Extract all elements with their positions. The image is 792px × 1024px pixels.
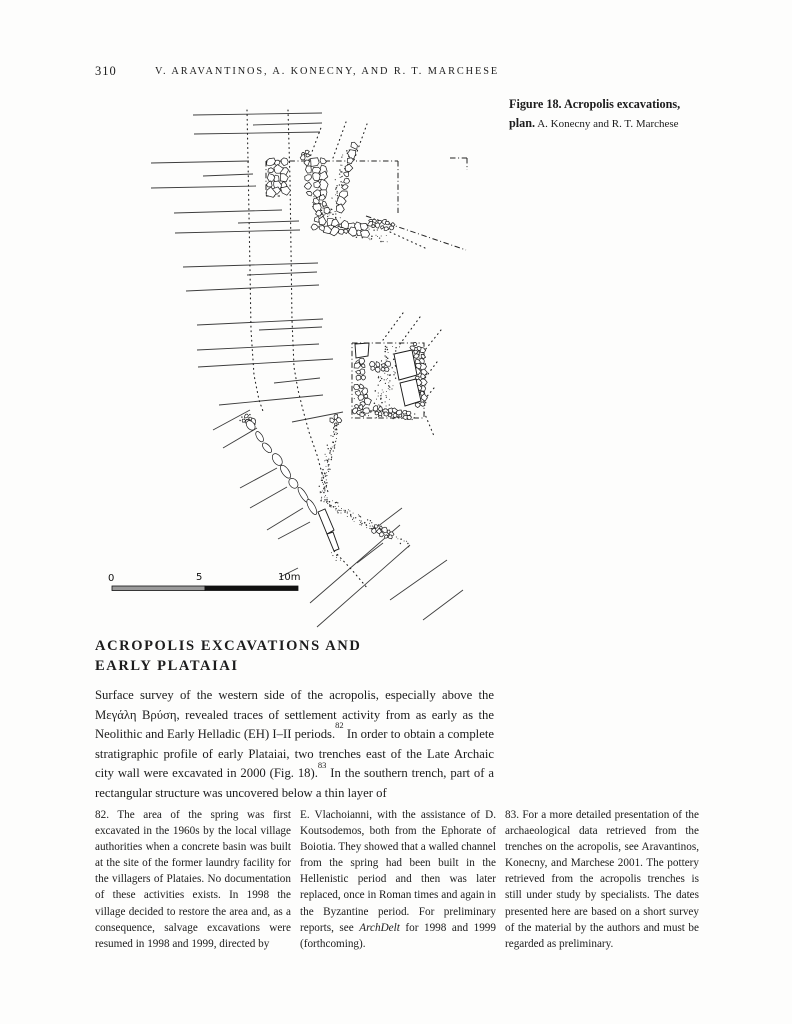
footnote-column-3	[505, 807, 699, 952]
scale-label-2: 10m	[278, 572, 301, 583]
figure-caption: Figure 18. Acropolis excavations, plan. A. Konecny and R. T. Marchese	[509, 97, 681, 130]
page-number: 310	[95, 64, 117, 78]
body-paragraph: Surface survey of the western side of the acropolis, especially above the Μεγάλη Βρύση, revealed traces of settlement activity from as early as the Neolithic and Early Helladic (EH) I–II periods.$^{82}$ In order to obtain a complete stratigraphic profile of early Plataiai, two trenches east of the Late Archaic city wall were excavated in 2000 (Fig. 18).$^{83}$ In the southern trench, part of a rectangular structure was uncovered below a thin layer of	[95, 688, 494, 800]
footnote-83: 83. For a more detailed presentation of the archaeological data retrieved from the trenches on the acropolis, see Aravantinos, Konecny, and Marchese 2001. The pottery retrieved from the acropolis trenches is still under study by specialists. The dates presented here are based on a short survey of the material by the authors and must be regarded as preliminary.	[505, 809, 699, 950]
footnote-82-part2: E. Vlachoianni, with the assistance of D. Koutsodemos, both from the Ephorate of Boiotia. They showed that a walled channel from the spring had been built in the Hellenistic period and then was later replaced, once in Roman times and again in the Byzantine period. For preliminary reports, see ArchDelt for 1998 and 1999 (forthcoming).	[300, 809, 496, 950]
figure-18-plan	[95, 103, 480, 648]
scale-label-1: 5	[196, 572, 203, 583]
section-heading-line1: ACROPOLIS EXCAVATIONS AND	[95, 638, 362, 654]
footnote-column-2	[300, 807, 496, 952]
figure-plan-svg	[95, 103, 480, 648]
footnote-82-part1: 82. The area of the spring was first excavated in the 1960s by the local village authorities when a concrete basin was built at the site of the former laundry facility for the villagers of Plataies. No documentation of these activities exists. In 1998 the village decided to restore the area and, as a consequence, salvage excavations were resumed in 1998 and 1999, directed by	[95, 809, 291, 950]
section-heading	[95, 637, 495, 676]
footnote-column-1	[95, 807, 291, 952]
section-heading-line2: EARLY PLATAIAI	[95, 657, 239, 674]
scale-bar-right	[205, 586, 298, 591]
scale-bar-left	[112, 586, 205, 591]
scale-label-0: 0	[108, 573, 115, 584]
running-head: V. ARAVANTINOS, A. KONECNY, AND R. T. MARCHESE	[155, 66, 500, 77]
